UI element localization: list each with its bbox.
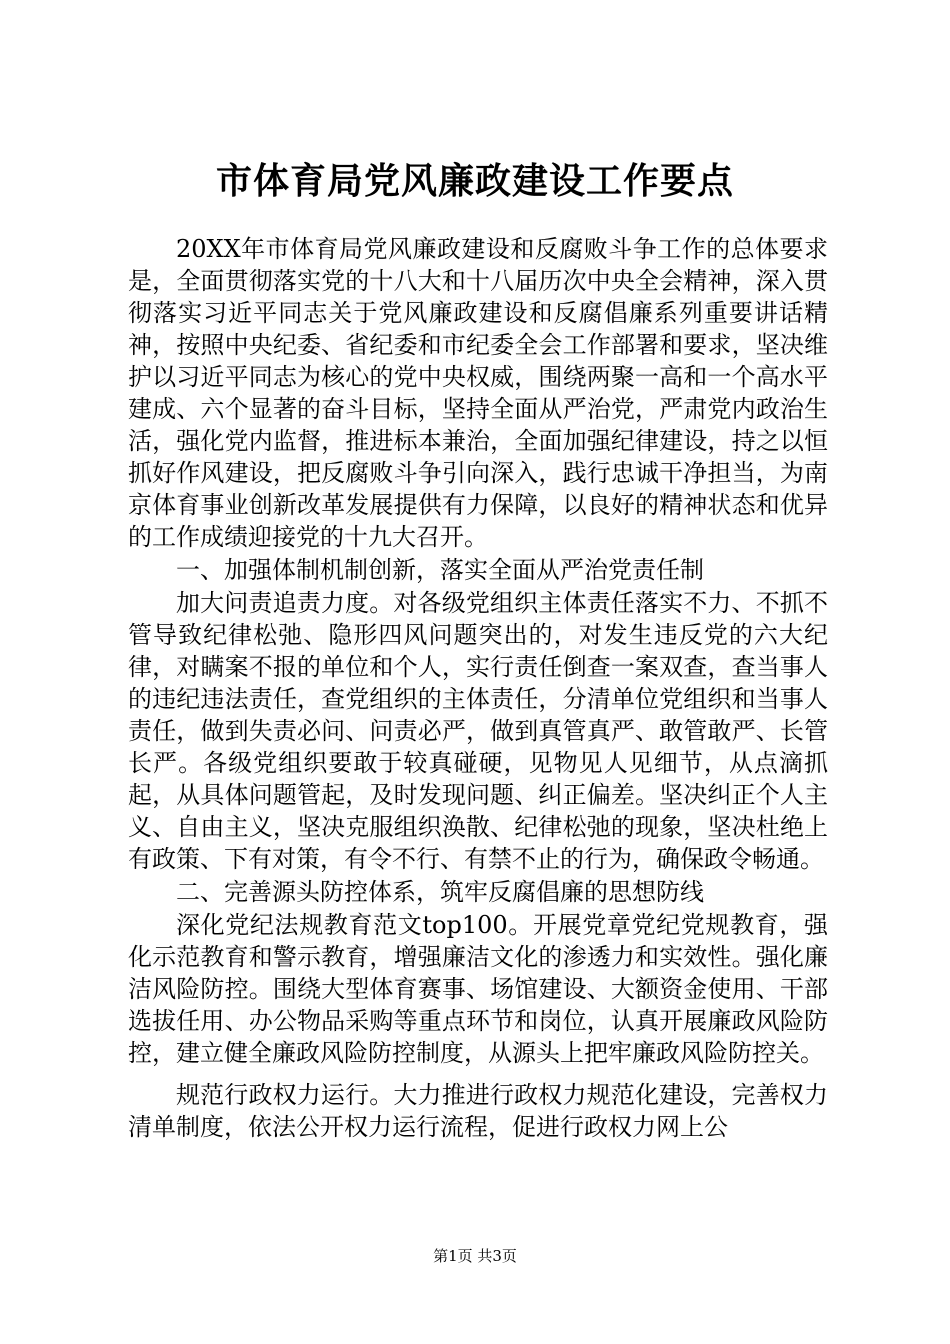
paragraph-education: 深化党纪法规教育范文top100。开展党章党纪党规教育，强化示范教育和警示教育，增强廉洁文化的渗透力和实效性。强化廉洁风险防控。围绕大型体育赛事、场馆建设、大额资金使用、干部选拔任用、办公物品采购等重点环节和岗位，认真开展廉政风险防控，建立健全廉政风险防控制度，从源头上把牢廉政风险防控关。: [128, 911, 828, 1067]
section-heading-1: 一、加强体制机制创新，落实全面从严治党责任制: [176, 556, 704, 584]
page-footer: 第1页 共3页: [433, 1247, 517, 1265]
paragraph-accountability: 加大问责追责力度。对各级党组织主体责任落实不力、不抓不管导致纪律松弛、隐形四风问题突出的，对发生违反党的六大纪律，对瞒案不报的单位和个人，实行责任倒查一案双查，查当事人的违纪违法责任，查党组织的主体责任，分清单位党组织和当事人责任，做到失责必问、问责必严，做到真管真严、敢管敢严、长管长严。各级党组织要敢于较真碰硬，见物见人见细节，从点滴抓起，从具体问题管起，及时发现问题、纠正偏差。坚决纠正个人主义、自由主义，坚决克服组织涣散、纪律松弛的现象，坚决杜绝上有政策、下有对策，有令不行、有禁不止的行为，确保政令畅通。: [128, 589, 828, 873]
section-heading-2: 二、完善源头防控体系，筑牢反腐倡廉的思想防线: [176, 878, 704, 906]
document-body: [128, 233, 828, 1143]
paragraph-power-regulation: 规范行政权力运行。大力推进行政权力规范化建设，完善权力清单制度，依法公开权力运行流程，促进行政权力网上公: [128, 1081, 828, 1141]
document-title: 市体育局党风廉政建设工作要点: [215, 160, 734, 202]
paragraph-intro: 20XX年市体育局党风廉政建设和反腐败斗争工作的总体要求是，全面贯彻落实党的十八大和十八届历次中央全会精神，深入贯彻落实习近平同志关于党风廉政建设和反腐倡廉系列重要讲话精神，按照中央纪委、省纪委和市纪委全会工作部署和要求，坚决维护以习近平同志为核心的党中央权威，围绕两聚一高和一个高水平建成、六个显著的奋斗目标，坚持全面从严治党，严肃党内政治生活，强化党内监督，推进标本兼治，全面加强纪律建设，持之以恒抓好作风建设，把反腐败斗争引向深入，践行忠诚干净担当，为南京体育事业创新改革发展提供有力保障，以良好的精神状态和优异的工作成绩迎接党的十九大召开。: [128, 235, 828, 551]
